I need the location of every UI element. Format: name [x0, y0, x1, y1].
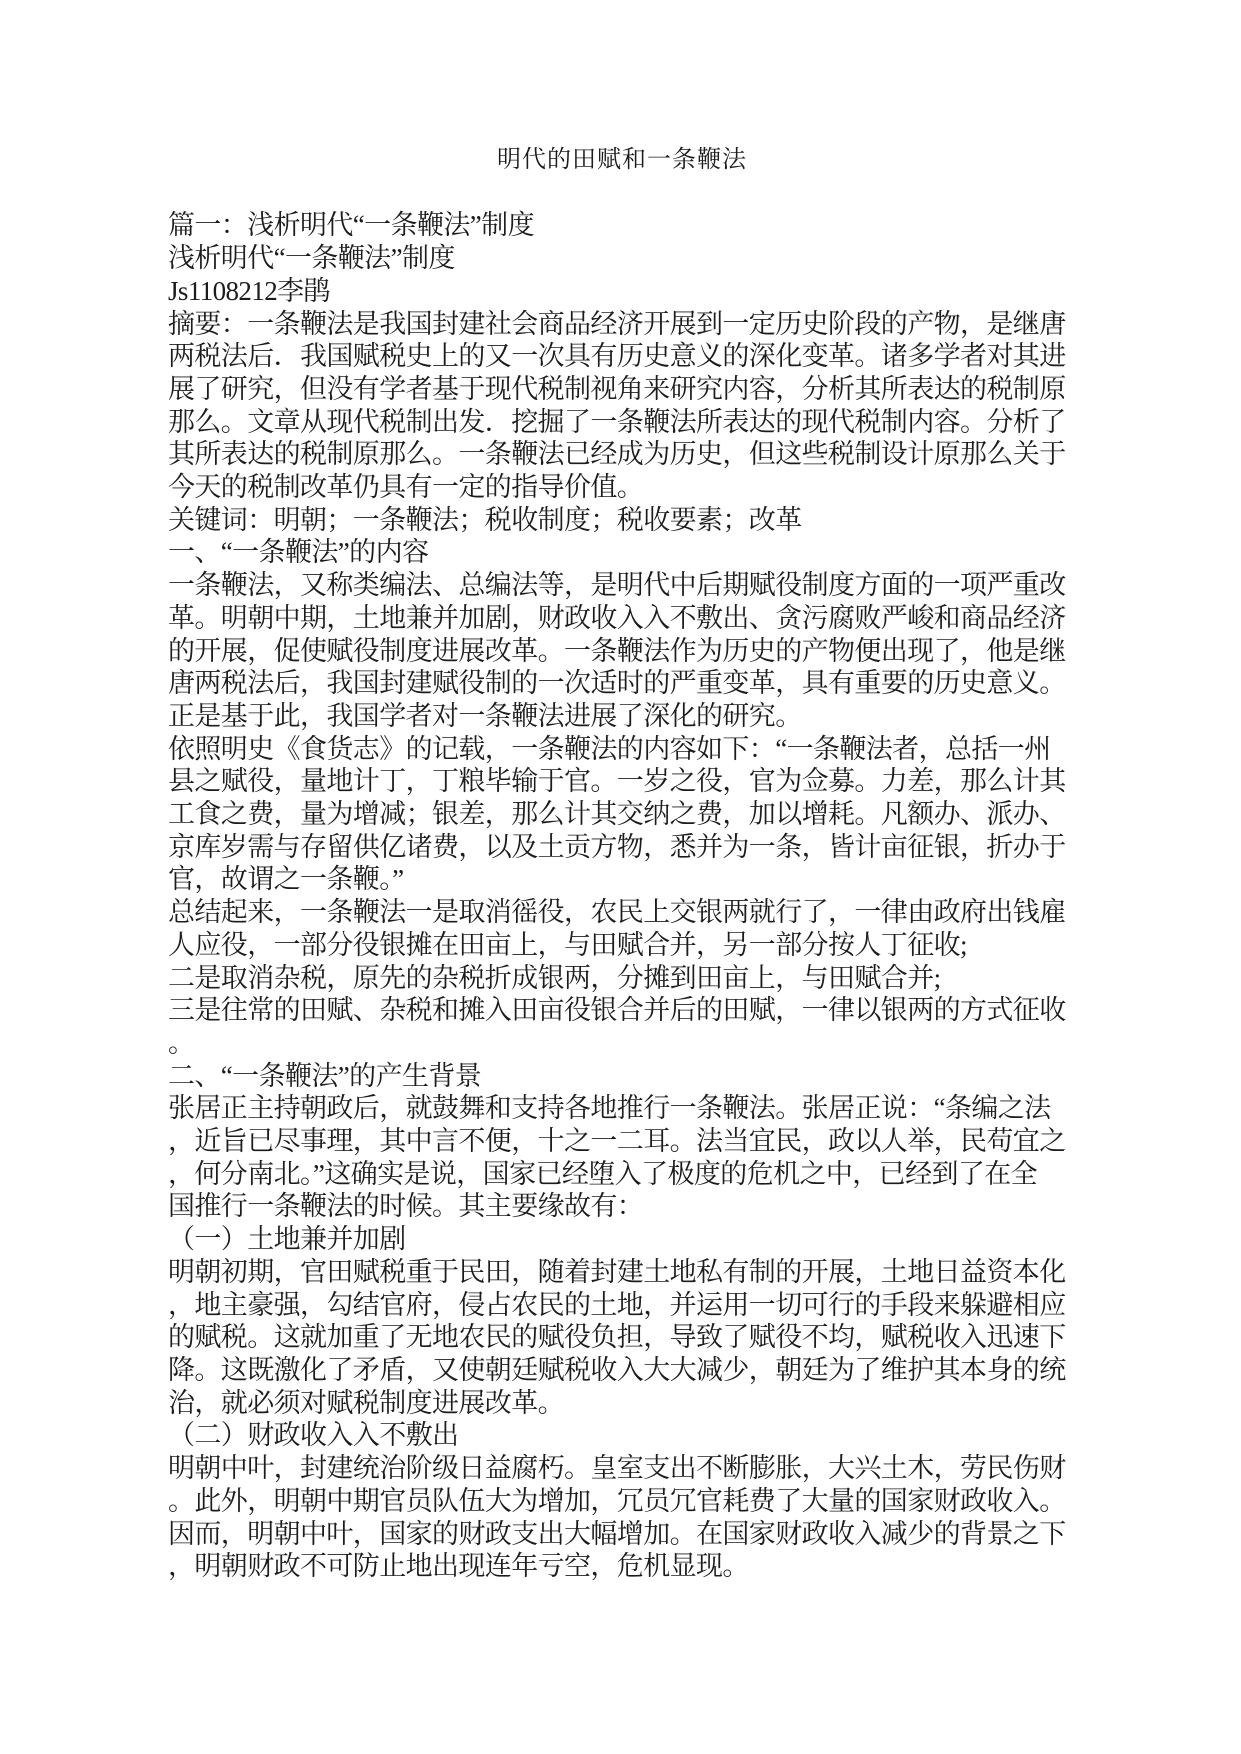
text-line: ，明朝财政不可防止地出现连年亏空，危机显现。	[168, 1551, 749, 1582]
text-line: 三是往常的田赋、杂税和摊入田亩役银合并后的田赋，一律以银两的方式征收	[168, 995, 1066, 1026]
text-line: Js1108212李鹃	[168, 275, 330, 306]
text-line: 展了研究，但没有学者基于现代税制视角来研究内容，分析其所表达的税制原	[168, 373, 1066, 404]
document-content	[168, 144, 1076, 1583]
text-line: 一条鞭法，又称类编法、总编法等，是明代中后期赋役制度方面的一项严重改	[168, 570, 1066, 601]
text-line: 张居正主持朝政后，就鼓舞和支持各地推行一条鞭法。张居正说：“条编之法	[168, 1093, 1051, 1124]
text-line: 正是基于此，我国学者对一条鞭法进展了深化的研究。	[168, 700, 802, 731]
text-line: 治，就必须对赋税制度进展改革。	[168, 1387, 564, 1418]
text-line: 总结起来，一条鞭法一是取消徭役，农民上交银两就行了，一律由政府出钱雇	[168, 897, 1066, 928]
text-line: 今天的税制改革仍具有一定的指导价值。	[168, 472, 644, 503]
text-line: 的开展，促使赋役制度进展改革。一条鞭法作为历史的产物便出现了，他是继	[168, 635, 1066, 666]
text-line: 篇一：浅析明代“一条鞭法”制度	[168, 210, 534, 241]
text-line: 县之赋役，量地计丁，丁粮毕输于官。一岁之役，官为佥募。力差，那么计其	[168, 766, 1066, 797]
text-line: ，近旨已尽事理，其中言不便，十之一二耳。法当宜民，政以人举，民苟宜之	[168, 1126, 1066, 1157]
text-line: 两税法后．我国赋税史上的又一次具有历史意义的深化变革。诸多学者对其进	[168, 341, 1066, 372]
text-line: 国推行一条鞭法的时候。其主要缘故有：	[168, 1191, 644, 1222]
text-line: 明朝中叶，封建统治阶级日益腐朽。皇室支出不断膨胀，大兴土木，劳民伤财	[168, 1453, 1066, 1484]
text-line: 降。这既激化了矛盾，又使朝廷赋税收入大大减少，朝廷为了维护其本身的统	[168, 1355, 1066, 1385]
text-line: （二）财政收入入不敷出	[168, 1420, 459, 1451]
text-line: 人应役，一部分役银摊在田亩上，与田赋合并，另一部分按人丁征收;	[168, 929, 967, 960]
text-line: 一、“一条鞭法”的内容	[168, 537, 429, 568]
text-line: 其所表达的税制原那么。一条鞭法已经成为历史，但这些税制设计原那么关于	[168, 439, 1066, 470]
text-line: ，地主豪强，勾结官府，侵占农民的土地，并运用一切可行的手段来躲避相应	[168, 1289, 1066, 1320]
document-body	[168, 209, 1076, 1583]
text-line: 工食之费，量为增减；银差，那么计其交纳之费，加以增耗。凡额办、派办、	[168, 799, 1066, 830]
text-line: 明朝初期，官田赋税重于民田，随着封建土地私有制的开展，土地日益资本化	[168, 1256, 1066, 1287]
text-line: 唐两税法后，我国封建赋役制的一次适时的严重变革，具有重要的历史意义。	[168, 668, 1066, 699]
text-line: 官，故谓之一条鞭。”	[168, 864, 404, 895]
blank-line	[168, 177, 1076, 210]
text-line: 。此外，明朝中期官员队伍大为增加，冗员冗官耗费了大量的国家财政收入。	[168, 1485, 1066, 1516]
text-line: 二是取消杂税，原先的杂税折成银两，分摊到田亩上，与田赋合并;	[168, 962, 941, 993]
text-line: 那么。文章从现代税制出发．挖掘了一条鞭法所表达的现代税制内容。分析了	[168, 406, 1066, 437]
text-line: 的赋税。这就加重了无地农民的赋役负担，导致了赋役不均，赋税收入迅速下	[168, 1322, 1066, 1353]
text-line: 。	[168, 1027, 195, 1058]
text-line: （一）土地兼并加剧	[168, 1224, 406, 1255]
text-line: 关键词：明朝；一条鞭法；税收制度；税收要素；改革	[168, 504, 802, 535]
text-line: 二、“一条鞭法”的产生背景	[168, 1060, 482, 1091]
text-line: 摘要：一条鞭法是我国封建社会商品经济开展到一定历史阶段的产物，是继唐	[168, 308, 1066, 339]
document-title: 明代的田赋和一条鞭法	[497, 147, 747, 173]
text-line: 依照明史《食货志》的记载，一条鞭法的内容如下：“一条鞭法者，总括一州	[168, 733, 1051, 764]
text-line: ，何分南北。”这确实是说，国家已经堕入了极度的危机之中，已经到了在全	[168, 1158, 1038, 1189]
text-line: 因而，明朝中叶，国家的财政支出大幅增加。在国家财政收入减少的背景之下	[168, 1518, 1066, 1549]
text-line: 革。明朝中期，土地兼并加剧，财政收入入不敷出、贪污腐败严峻和商品经济	[168, 602, 1066, 633]
text-line: 浅析明代“一条鞭法”制度	[168, 243, 455, 274]
text-line: 京库岁需与存留供亿诸费，以及土贡方物，悉并为一条，皆计亩征银，折办于	[168, 831, 1066, 862]
